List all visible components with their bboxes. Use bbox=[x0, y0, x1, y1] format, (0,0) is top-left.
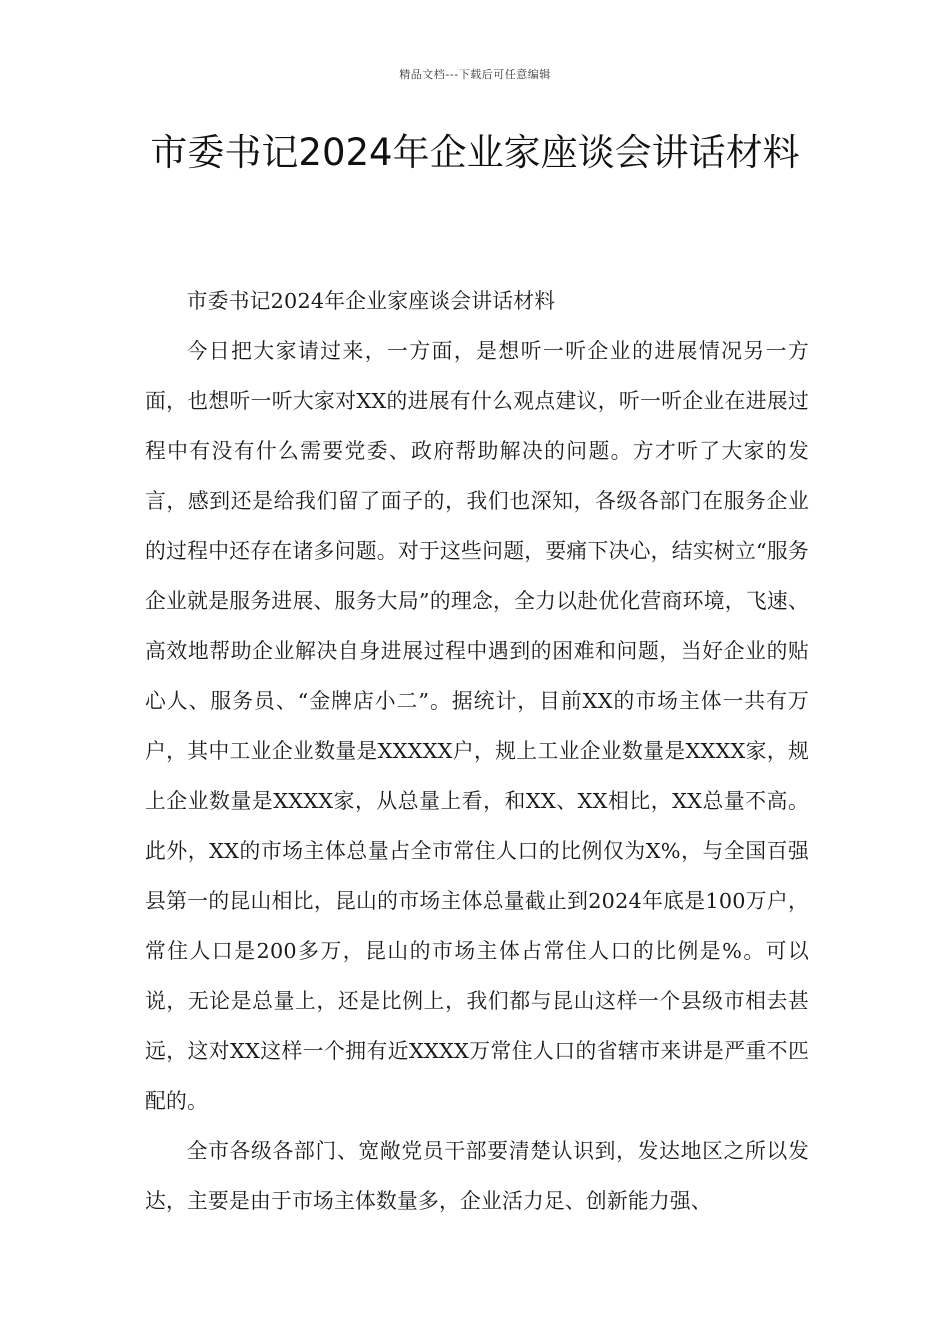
paragraph-2: 全市各级各部门、宽敞党员干部要清楚认识到，发达地区之所以发达，主要是由于市场主体数量多，企业活力足、创新能力强、 bbox=[145, 1139, 809, 1213]
document-title: 市委书记2024年企业家座谈会讲话材料 bbox=[150, 131, 800, 174]
header-note: 精品文档---下载后可任意编辑 bbox=[399, 68, 551, 81]
paragraph-subtitle: 市委书记2024年企业家座谈会讲话材料 bbox=[186, 289, 556, 313]
paragraph-1: 今日把大家请过来，一方面，是想听一听企业的进展情况另一方面，也想听一听大家对XX的进展有什么观点建议，听一听企业在进展过程中有没有什么需要党委、政府帮助解决的问题。方才听了大家的发言，感到还是给我们留了面子的，我们也深知，各级各部门在服务企业的过程中还存在诸多问题。对于这些问题，要痛下决心，结实树立“服务企业就是服务进展、服务大局”的理念，全力以赴优化营商环境，飞速、高效地帮助企业解决自身进展过程中遇到的困难和问题，当好企业的贴心人、服务员、“金牌店小二”。据统计，目前XX的市场主体一共有万户，其中工业企业数量是XXXXX户，规上工业企业数量是XXXX家，规上企业数量是XXXX家，从总量上看，和XX、XX相比，XX总量不高。此外，XX的市场主体总量占全市常住人口的比例仅为X%，与全国百强县第一的昆山相比，昆山的市场主体总量截止到2024年底是100万户，常住人口是200多万，昆山的市场主体占常住人口的比例是%。可以说，无论是总量上，还是比例上，我们都与昆山这样一个县级市相去甚远，这对XX这样一个拥有近XXXX万常住人口的省辖市来讲是严重不匹配的。 bbox=[145, 339, 809, 1113]
document-body bbox=[145, 276, 809, 1226]
